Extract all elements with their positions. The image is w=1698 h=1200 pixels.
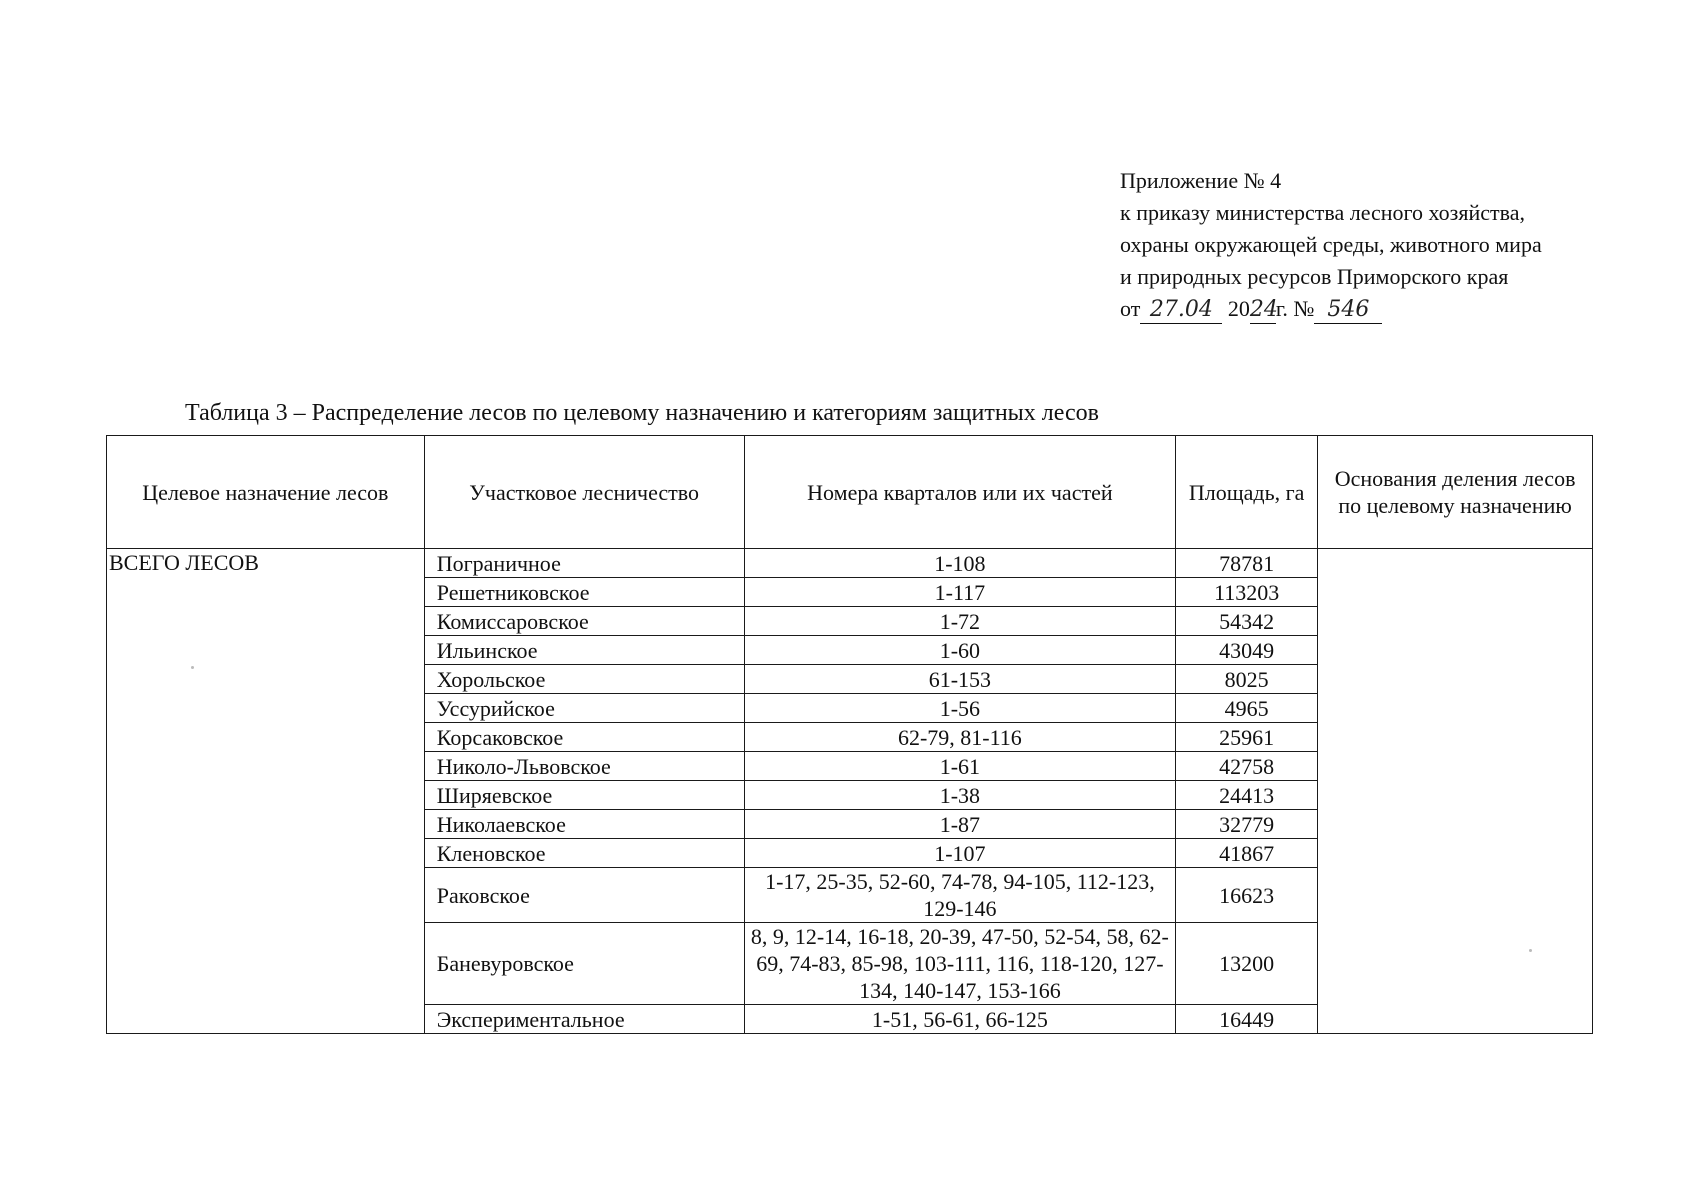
area-cell: 8025 bbox=[1176, 665, 1318, 694]
area-cell: 4965 bbox=[1176, 694, 1318, 723]
quarters-cell: 1-107 bbox=[744, 839, 1176, 868]
order-number-handwritten: 546 bbox=[1314, 297, 1382, 324]
appendix-order-ref-2: охраны окружающей среды, животного мира bbox=[1120, 232, 1542, 257]
district-cell: Баневуровское bbox=[424, 923, 744, 1005]
district-cell: Раковское bbox=[424, 868, 744, 923]
order-date-handwritten: 27.04 bbox=[1140, 297, 1222, 324]
district-cell: Ширяевское bbox=[424, 781, 744, 810]
area-cell: 78781 bbox=[1176, 549, 1318, 578]
quarters-cell: 1-56 bbox=[744, 694, 1176, 723]
header-area: Площадь, га bbox=[1176, 436, 1318, 549]
quarters-cell: 8, 9, 12-14, 16-18, 20-39, 47-50, 52-54, 58, 62-69, 74-83, 85-98, 103-111, 116, 118-120, 127-134, 140-147, 153-166 bbox=[744, 923, 1176, 1005]
order-prefix: от bbox=[1120, 296, 1141, 321]
quarters-cell: 61-153 bbox=[744, 665, 1176, 694]
quarters-cell: 1-60 bbox=[744, 636, 1176, 665]
district-cell: Уссурийское bbox=[424, 694, 744, 723]
order-year-handwritten: 24 bbox=[1249, 297, 1278, 322]
quarters-cell: 1-117 bbox=[744, 578, 1176, 607]
table-header-row bbox=[107, 436, 1593, 549]
appendix-order-ref-1: к приказу министерства лесного хозяйства, bbox=[1120, 200, 1526, 225]
order-date-line bbox=[1120, 293, 1640, 325]
appendix-block bbox=[1120, 165, 1640, 325]
district-cell: Экспериментальное bbox=[424, 1005, 744, 1034]
order-year-prefix: 20 bbox=[1227, 296, 1250, 321]
quarters-cell: 1-38 bbox=[744, 781, 1176, 810]
header-purpose: Целевое назначение лесов bbox=[107, 436, 425, 549]
table-title: Таблица 3 – Распределение лесов по целевому назначению и категориям защитных лесов bbox=[185, 400, 1099, 426]
order-year-suffix: г. № bbox=[1275, 296, 1315, 321]
scan-speck bbox=[191, 666, 194, 669]
quarters-cell: 1-108 bbox=[744, 549, 1176, 578]
forest-distribution-table bbox=[106, 435, 1593, 1034]
district-cell: Решетниковское bbox=[424, 578, 744, 607]
header-district: Участковое лесничество bbox=[424, 436, 744, 549]
district-cell: Ильинское bbox=[424, 636, 744, 665]
area-cell: 13200 bbox=[1176, 923, 1318, 1005]
area-cell: 43049 bbox=[1176, 636, 1318, 665]
area-cell: 41867 bbox=[1176, 839, 1318, 868]
quarters-cell: 1-17, 25-35, 52-60, 74-78, 94-105, 112-123, 129-146 bbox=[744, 868, 1176, 923]
district-cell: Пограничное bbox=[424, 549, 744, 578]
scan-speck bbox=[1529, 949, 1532, 952]
purpose-cell: ВСЕГО ЛЕСОВ bbox=[107, 549, 425, 1034]
table-row bbox=[107, 549, 1593, 578]
area-cell: 42758 bbox=[1176, 752, 1318, 781]
district-cell: Комиссаровское bbox=[424, 607, 744, 636]
area-cell: 24413 bbox=[1176, 781, 1318, 810]
area-cell: 54342 bbox=[1176, 607, 1318, 636]
district-cell: Корсаковское bbox=[424, 723, 744, 752]
district-cell: Николо-Львовское bbox=[424, 752, 744, 781]
area-cell: 25961 bbox=[1176, 723, 1318, 752]
header-quarters: Номера кварталов или их частей bbox=[744, 436, 1176, 549]
quarters-cell: 1-72 bbox=[744, 607, 1176, 636]
quarters-cell: 1-87 bbox=[744, 810, 1176, 839]
basis-cell bbox=[1318, 549, 1593, 1034]
header-basis: Основания деления лесов по целевому назначению bbox=[1318, 436, 1593, 549]
district-cell: Хорольское bbox=[424, 665, 744, 694]
area-cell: 32779 bbox=[1176, 810, 1318, 839]
appendix-number: Приложение № 4 bbox=[1120, 168, 1282, 193]
quarters-cell: 1-61 bbox=[744, 752, 1176, 781]
quarters-cell: 62-79, 81-116 bbox=[744, 723, 1176, 752]
district-cell: Николаевское bbox=[424, 810, 744, 839]
area-cell: 16449 bbox=[1176, 1005, 1318, 1034]
district-cell: Кленовское bbox=[424, 839, 744, 868]
area-cell: 16623 bbox=[1176, 868, 1318, 923]
appendix-order-ref-3: и природных ресурсов Приморского края bbox=[1120, 264, 1509, 289]
area-cell: 113203 bbox=[1176, 578, 1318, 607]
quarters-cell: 1-51, 56-61, 66-125 bbox=[744, 1005, 1176, 1034]
